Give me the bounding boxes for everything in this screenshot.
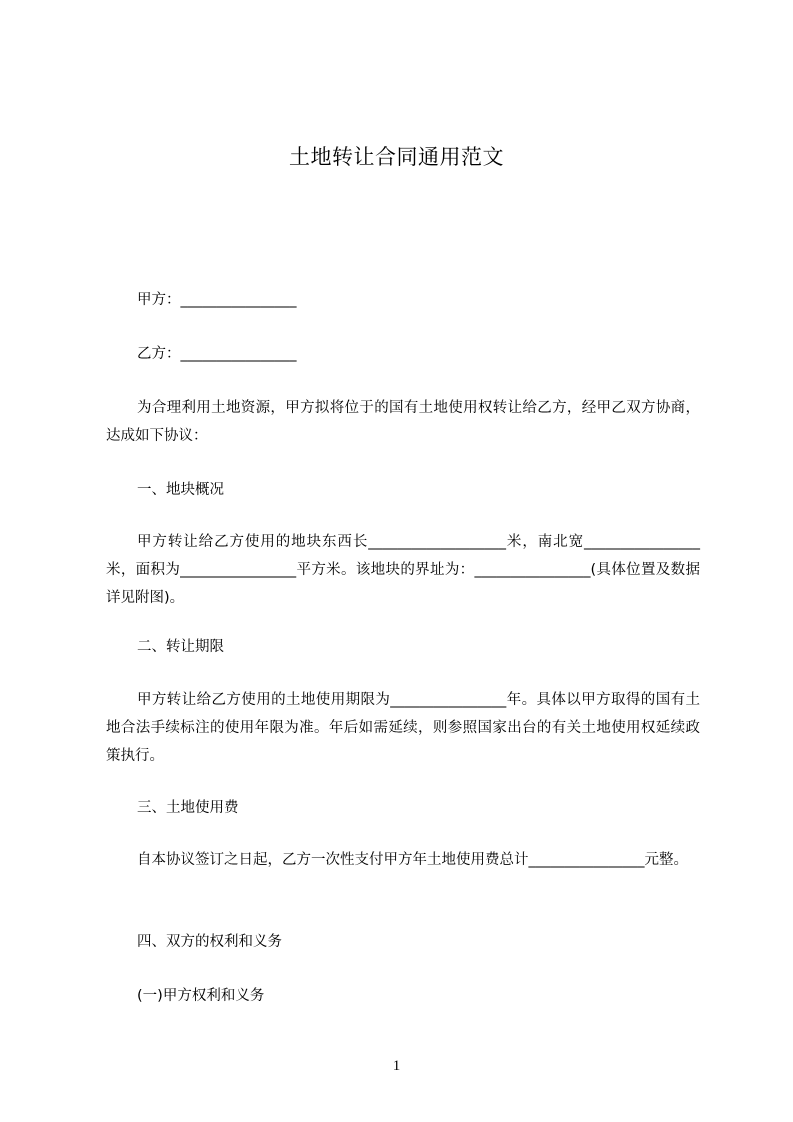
intro-paragraph: 为合理利用土地资源，甲方拟将位于的国有土地使用权转让给乙方，经甲乙双方协商，达成如下协议：	[106, 400, 700, 444]
section-3-heading: 三、土地使用费	[137, 800, 239, 816]
party-a-line: 甲方：________________	[137, 292, 297, 308]
section-1-body: 甲方转让给乙方使用的地块东西长___________________米，南北宽________________米，面积为________________平方米。该地块的界址为：________________(具体位置及数据详见附图)。	[106, 534, 700, 606]
subsection-1-heading: (一)甲方权利和义务	[137, 988, 265, 1004]
party-b-line: 乙方：________________	[137, 346, 297, 362]
section-4-heading: 四、双方的权利和义务	[137, 934, 282, 950]
section-1-heading: 一、地块概况	[137, 482, 224, 498]
section-3-body: 自本协议签订之日起，乙方一次性支付甲方年土地使用费总计________________元整。	[137, 852, 688, 868]
page-number: 1	[392, 1058, 401, 1074]
section-2-body: 甲方转让给乙方使用的土地使用期限为________________年。具体以甲方取得的国有土地合法手续标注的使用年限为准。年后如需延续，则参照国家出台的有关土地使用权延续政策执行。	[106, 692, 700, 764]
document-title: 土地转让合同通用范文	[289, 145, 504, 169]
section-2-heading: 二、转让期限	[137, 639, 224, 655]
